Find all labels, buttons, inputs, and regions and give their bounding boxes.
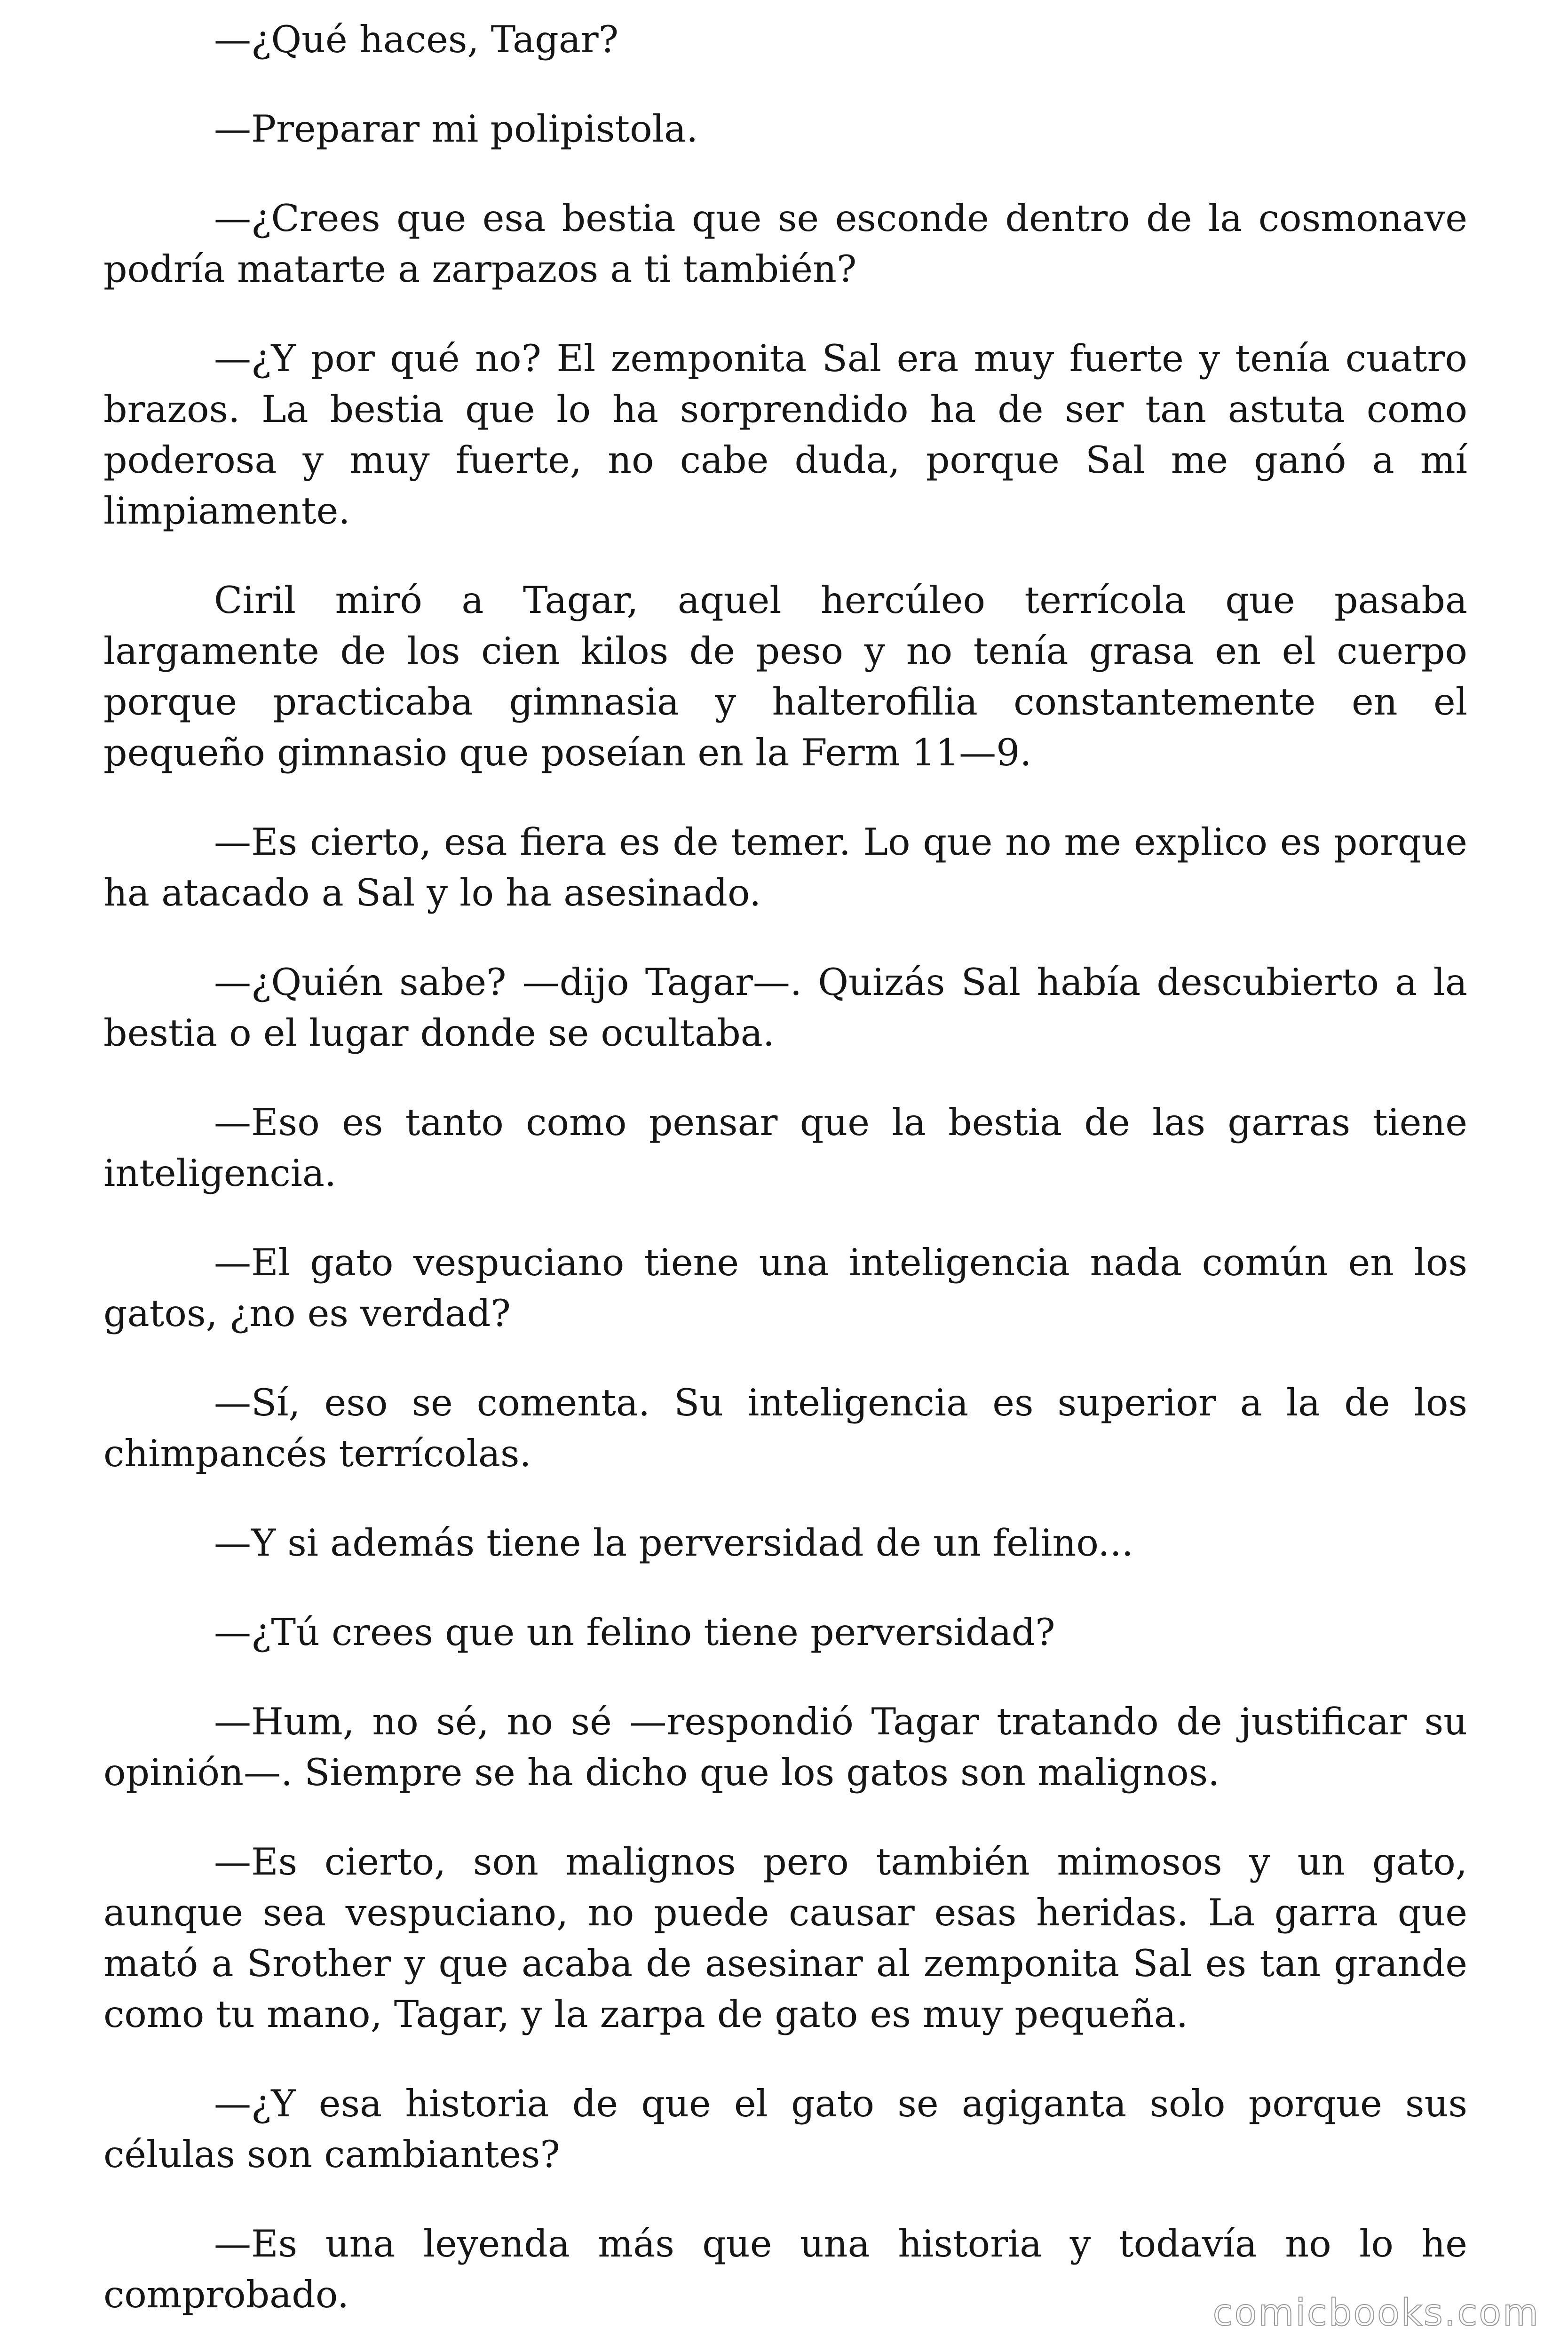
paragraph: —Y si además tiene la perversidad de un felino... <box>214 1521 1133 1565</box>
paragraph: —¿Quién sabe? —dijo Tagar—. Quizás Sal había descubierto a la bestia o el lugar donde se ocultaba. <box>103 961 1467 1055</box>
paragraph: —El gato vespuciano tiene una inteligencia nada común en los gatos, ¿no es verdad? <box>103 1241 1467 1335</box>
paragraph: —Eso es tanto como pensar que la bestia de las garras tiene inteligencia. <box>103 1101 1467 1195</box>
paragraph: —Hum, no sé, no sé —respondió Tagar tratando de justificar su opinión—. Siempre se ha dicho que los gatos son malignos. <box>103 1700 1467 1794</box>
paragraph: —¿Crees que esa bestia que se esconde dentro de la cosmonave podría matarte a zarpazos a ti también? <box>103 197 1467 291</box>
paragraph: —Sí, eso se comenta. Su inteligencia es superior a la de los chimpancés terrícolas. <box>103 1381 1467 1475</box>
watermark: comicbooks.com <box>1212 2292 1540 2334</box>
paragraph: —¿Y esa historia de que el gato se agiganta solo porque sus células son cambiantes? <box>103 2082 1467 2176</box>
paragraph: —¿Qué haces, Tagar? <box>214 18 619 61</box>
paragraph: —Es una leyenda más que una historia y todavía no lo he comprobado. <box>103 2222 1467 2316</box>
paragraph: —Preparar mi polipistola. <box>214 107 698 151</box>
paragraph: —Es cierto, esa fiera es de temer. Lo que no me explico es porque ha atacado a Sal y lo ha asesinado. <box>103 820 1467 914</box>
paragraph: Ciril miró a Tagar, aquel hercúleo terrícola que pasaba largamente de los cien kilos de peso y no tenía grasa en el cuerpo porque practicaba gimnasia y halterofilia constantemente en el pequeño gimnasio que poseían en la Ferm 11—9. <box>103 579 1467 774</box>
paragraph: —Es cierto, son malignos pero también mimosos y un gato, aunque sea vespuciano, no puede causar esas heridas. La garra que mató a Srother y que acaba de asesinar al zemponita Sal es tan grande como tu mano, Tagar, y la zarpa de gato es muy pequeña. <box>103 1840 1467 2036</box>
paragraph: —¿Y por qué no? El zemponita Sal era muy fuerte y tenía cuatro brazos. La bestia que lo ha sorprendido ha de ser tan astuta como poderosa y muy fuerte, no cabe duda, porque Sal me ganó a mí limpiamente. <box>103 337 1467 532</box>
paragraph: —¿Tú crees que un felino tiene perversidad? <box>214 1611 1055 1654</box>
book-page-text <box>103 14 1467 2352</box>
